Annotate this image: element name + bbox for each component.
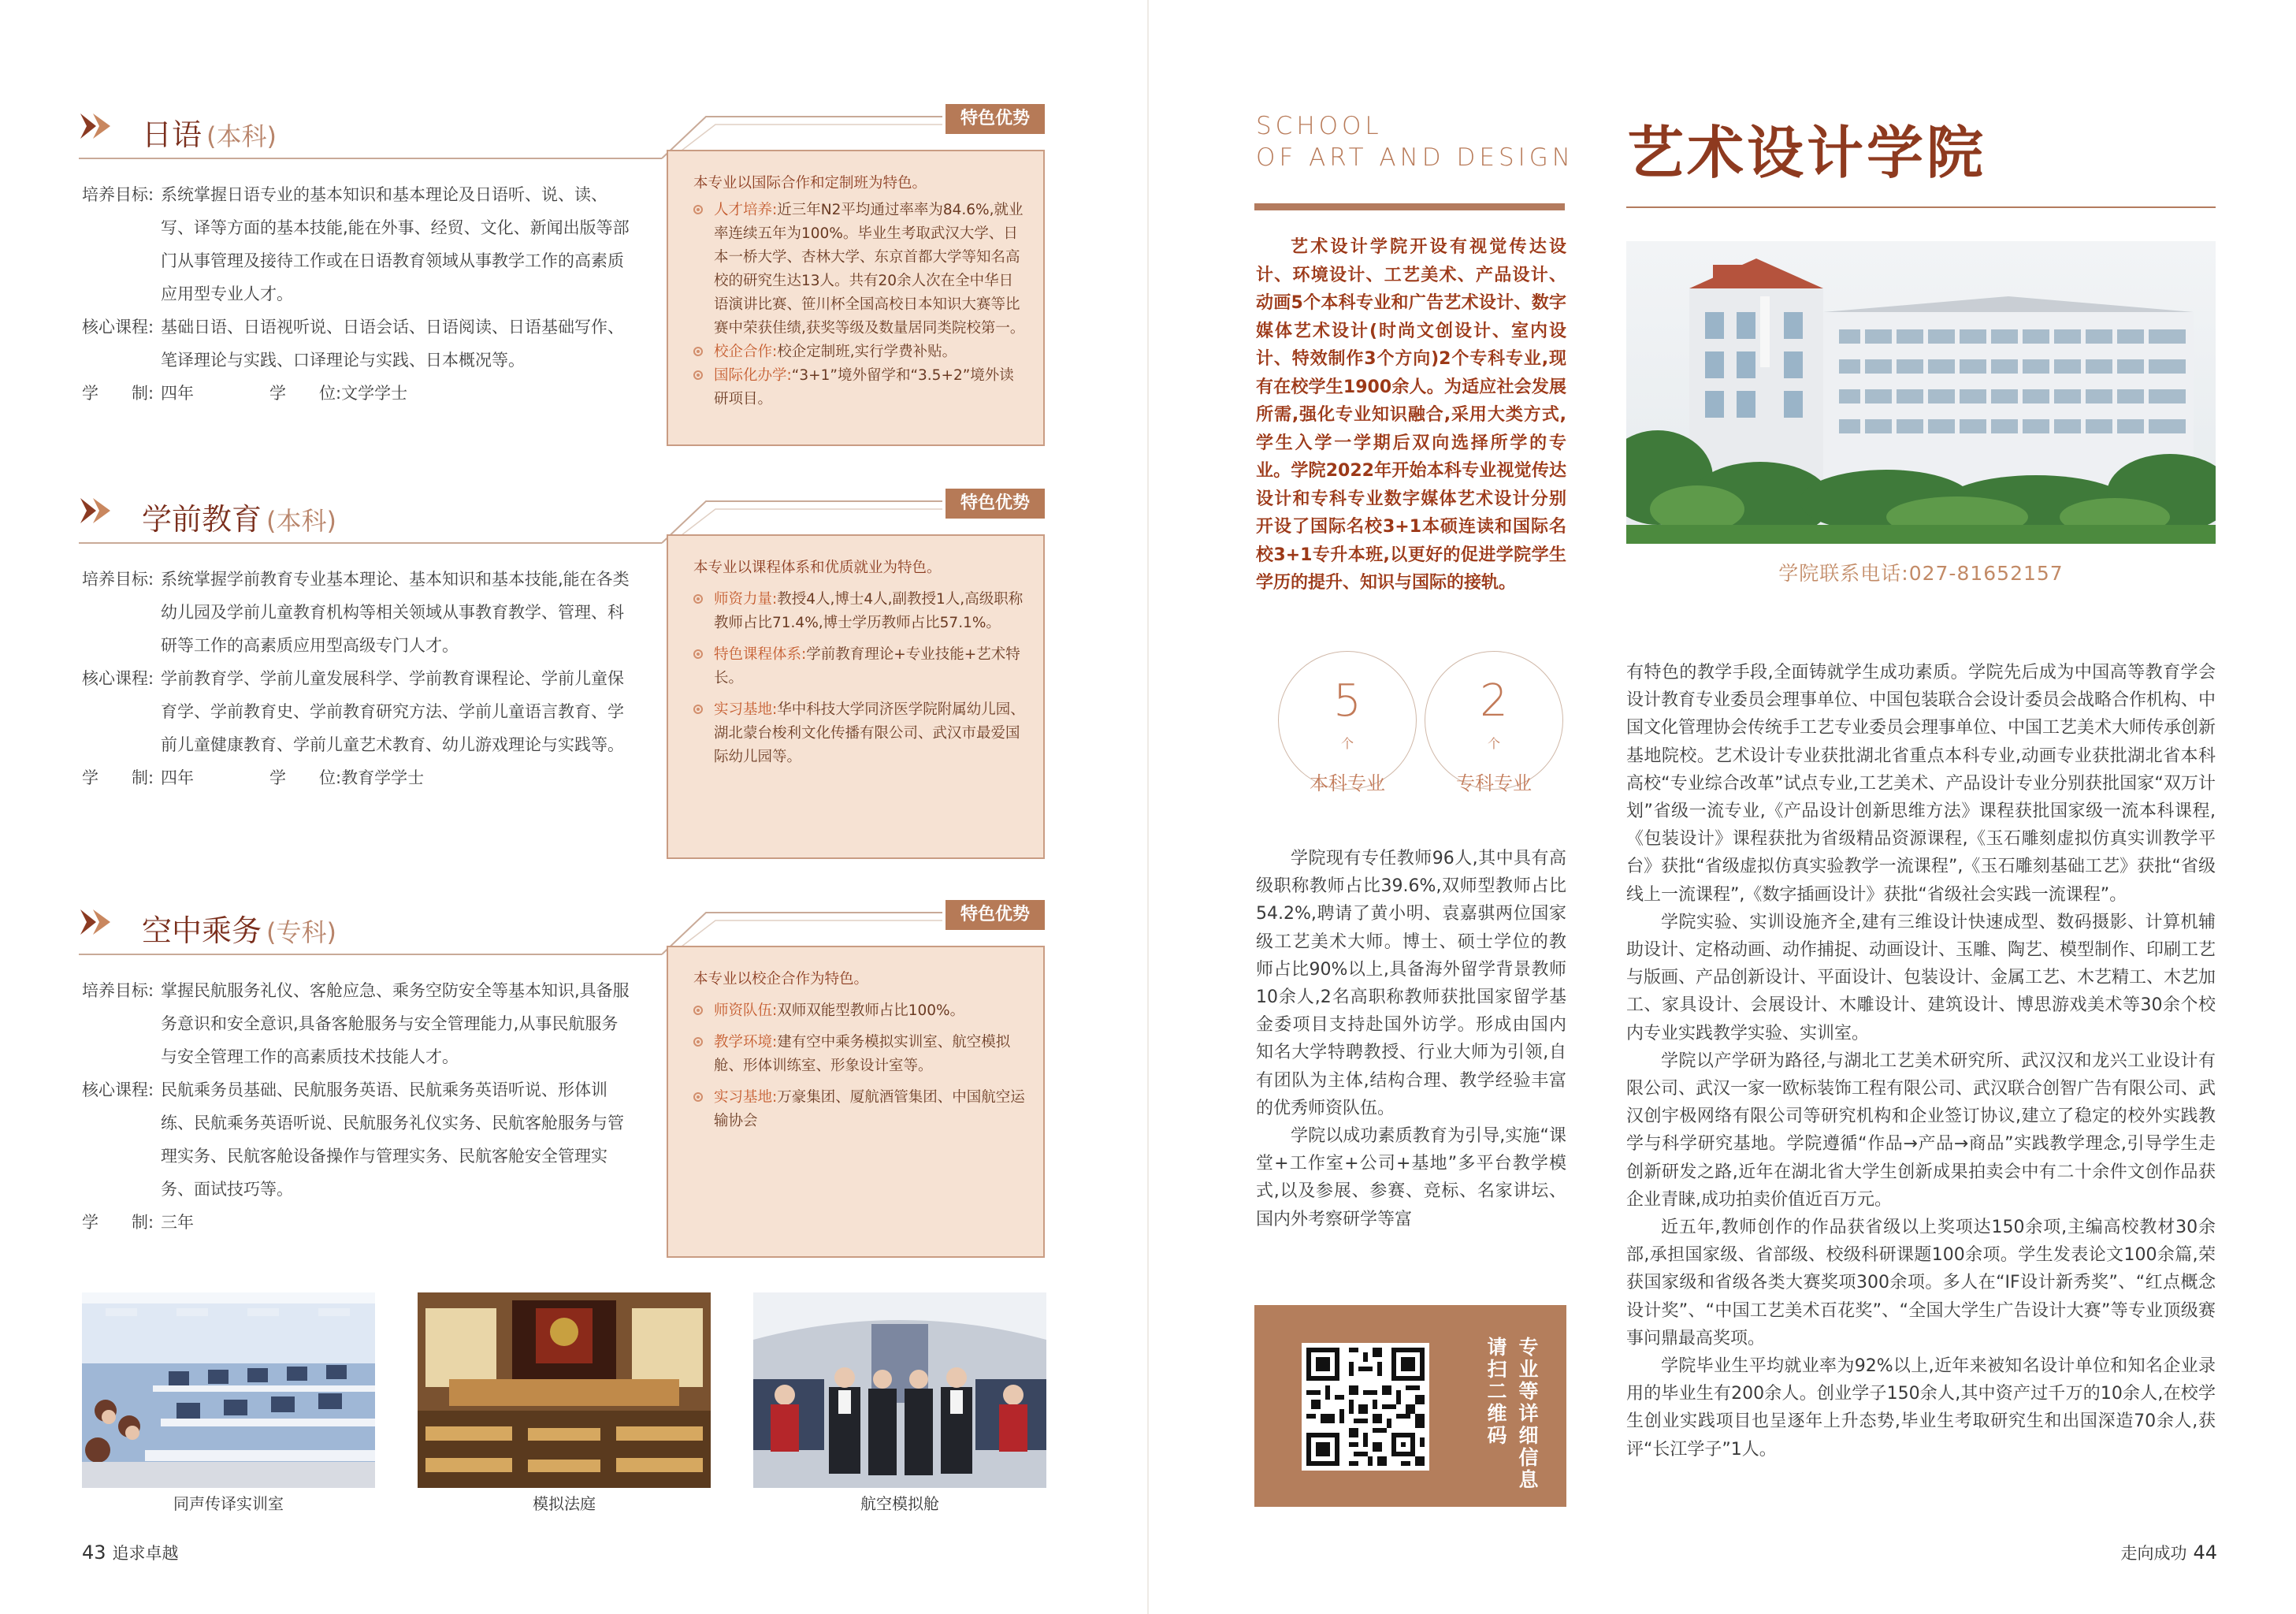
photo-cabin-simulator [753,1292,1046,1488]
feature-value: 近三年N2平均通过率率为84.6%,就业率连续五年为100%。毕业生考取武汉大学、日本一桥大学、杏林大学、东京首都大学等知名高校的研究生达13人。共有20余人次在全中华日语演讲比赛、笹川杯全国高校日本知识大赛等比赛中荣获佳绩,获奖等级及数量居同类院校第一。 [714,202,1025,337]
divider [79,542,662,544]
bullet-icon [693,594,703,604]
feature-item [693,643,1026,690]
body-paragraph: 学院实验、实训设施齐全,建有三维设计快速成型、数码摄影、计算机辅助设计、定格动画、动作捕捉、动画设计、玉雕、陶艺、模型制作、印刷工艺与版画、产品创新设计、平面设计、包装设计、金属工艺、木艺精工、木艺加工、家具设计、会展设计、木雕设计、建筑设计、博思游戏美术等30余个校内专业实践教学实验、实训室。 [1626,912,2216,1043]
feature-intro: 本专业以国际合作和定制班为特色。 [693,175,927,192]
major-level: (专科) [266,917,336,947]
field-label: 核心课程: [82,669,154,688]
page-slogan: 追求卓越 [112,1544,179,1563]
field-label: 培养目标: [82,570,154,589]
intro-paragraph: 艺术设计学院开设有视觉传达设计、环境设计、工艺美术、产品设计、动画5个本科专业和广告艺术设计、数字媒体艺术设计(时尚文创设计、室内设计、特效制作3个方向)2个专科专业,现有在校学生1900余人。为适应社会发展所需,强化专业知识融合,采用大类方式,学生入学一学期后双向选择所学的专业。学院2022年开始本科专业视觉传达设计和专科专业数字媒体艺术设计分别开设了国际名校3+1本硕连读和国际名校3+1专升本班,以更好的促进学院学生学历的提升、知识与国际的接轨。 [1256,237,1566,593]
page-number: 44 [2193,1541,2217,1564]
feature-item [693,364,1026,411]
feature-key: 师资队伍: [714,1002,778,1019]
feature-box [667,946,1045,1258]
double-arrow-icon [79,906,117,938]
body-paragraph: 学院毕业生平均就业率为92%以上,近年来被知名设计单位和知名企业录用的毕业生有200余人。创业学子150余人,其中资产过千万的10余人,在校学生创业实践项目也呈逐年上升态势,毕业生考取研究生和出国深造70余人,获评“长江学子”1人。 [1626,1356,2216,1460]
page-spine [1147,0,1149,1614]
field-label: 学 制: [82,768,154,787]
qr-panel [1254,1305,1566,1507]
major-details [82,974,633,1239]
qr-code [1302,1343,1429,1471]
divider [1254,203,1565,210]
stat-unit: 个 [1340,736,1354,751]
major-name: 学前教育 [142,502,262,537]
feature-key: 实习基地: [714,701,778,718]
field-label: 培养目标: [82,981,154,1000]
feature-value: 教授4人,博士4人,副教授1人,高级职称教师占比71.4%,博士学历教师占比57.1%。 [714,591,1024,631]
stat-number: 5 [1333,675,1362,727]
body-column-right [1626,659,2216,1463]
divider [1626,206,2216,208]
field-label: 学 制: [82,384,154,403]
bullet-icon [693,1092,703,1102]
feature-value: 建有空中乘务模拟实训室、航空模拟舱、形体训练室、形象设计室等。 [714,1034,1011,1074]
body-paragraph: 学院现有专任教师96人,其中具有高级职称教师占比39.6%,双师型教师占比54.2%,聘请了黄小明、袁嘉骐两位国家级工艺美术大师。博士、硕士学位的教师占比90%以上,具备海外留学背景教师10余人,2名高职称教师获批国家留学基金委项目支持赴国外访学。形成由国内知名大学特聘教授、行业大师为引领,自有团队为主体,结构合理、教学经验丰富的优秀师资队伍。 [1256,849,1566,1118]
major-name: 日语 [142,117,202,152]
training-goal: 掌握民航服务礼仪、客舱应急、乘务空防安全等基本知识,具备服务意识和安全意识,具备客舱服务与安全管理能力,从事民航服务与安全管理工作的高素质技术技能人才。 [161,981,630,1066]
double-arrow-icon [79,495,117,526]
photo-caption: 航空模拟舱 [860,1494,939,1513]
qr-text: 请扫二维码 [1484,1337,1507,1447]
feature-key: 国际化办学: [714,367,792,384]
feature-key: 校企合作: [714,344,778,360]
feature-item [693,340,1026,364]
core-courses: 学前教育学、学前儿童发展科学、学前教育课程论、学前儿童保育学、学前教育史、学前教育研究方法、学前儿童语言教育、学前儿童健康教育、学前儿童艺术教育、幼儿游戏理论与实践等。 [161,669,624,754]
feature-tag: 特色优势 [946,900,1045,930]
core-courses: 民航乘务员基础、民航服务英语、民航乘务英语听说、形体训练、民航乘务英语听说、民航服务礼仪实务、民航客舱服务与管理实务、民航客舱设备操作与管理实务、民航客舱安全管理实务、面试技巧等。 [161,1080,624,1199]
degree: 文学学士 [341,384,408,403]
feature-box [667,150,1045,446]
study-length: 四年 [161,768,194,787]
feature-value: 万豪集团、厦航酒管集团、中国航空运输协会 [714,1089,1025,1129]
page-footer-right [2120,1541,2217,1564]
field-label: 核心课程: [82,1080,154,1099]
field-label: 学 制: [82,1213,154,1232]
bullet-icon [693,370,703,380]
bullet-icon [693,649,703,659]
bullet-icon [693,1037,703,1047]
stat-unit: 个 [1487,736,1500,751]
page-number: 43 [82,1541,106,1564]
page-slogan: 走向成功 [2120,1544,2187,1563]
feature-value: 双师双能型教师占比100%。 [777,1002,965,1019]
feature-item [693,999,1026,1023]
body-paragraph: 学院以成功素质教育为引导,实施“课堂+工作室+公司+基地”多平台教学模式,以及参展、参赛、竞标、名家讲坛、国内外考察研学等富 [1256,1126,1566,1229]
major-level: (本科) [266,506,336,536]
stat-number: 2 [1480,675,1508,727]
feature-key: 师资力量: [714,591,778,608]
divider [79,158,662,159]
major-details [82,563,633,794]
body-column-left [1256,845,1566,1233]
field-label: 培养目标: [82,185,154,204]
building-photo [1626,241,2216,544]
bullet-icon [693,347,703,356]
feature-value: 学前教育理论+专业技能+艺术特长。 [714,646,1020,686]
training-goal: 系统掌握日语专业的基本知识和基本理论及日语听、说、读、写、译等方面的基本技能,能在外事、经贸、文化、新闻出版等部门从事管理及接待工作或在日语教育领域从事教学工作的高素质应用型专业人才。 [161,185,630,303]
contact-phone: 学院联系电话:027-81652157 [1778,562,2064,585]
feature-item [693,588,1026,635]
field-label: 核心课程: [82,318,154,337]
major-details [82,178,633,410]
feature-key: 实习基地: [714,1089,778,1106]
body-paragraph: 学院以产学研为路径,与湖北工艺美术研究所、武汉汉和龙兴工业设计有限公司、武汉一家一欧标装饰工程有限公司、武汉联合创智广告有限公司、武汉创宇极网络有限公司等研究机构和企业签订协议,建立了稳定的校外实践教学与科学研究基地。学院遵循“作品→产品→商品”实践教学理念,引导学生走创新研发之路,近年在湖北省大学生创新成果拍卖会中有二十余件文创作品获企业青睐,成功拍卖价值近百万元。 [1626,1051,2216,1210]
field-label: 学 位: [269,768,342,787]
feature-item [693,1086,1026,1133]
feature-value: 校企定制班,实行学费补贴。 [777,344,957,360]
feature-item [693,698,1026,769]
photo-interpretation-lab [82,1292,375,1488]
feature-key: 教学环境: [714,1034,778,1051]
qr-text: 专业等详细信息 [1516,1337,1539,1491]
feature-item [693,1031,1026,1078]
feature-intro: 本专业以校企合作为特色。 [693,971,869,987]
stat-label: 专科专业 [1456,772,1532,794]
body-paragraph: 近五年,教师创作的作品获省级以上奖项达150余项,主编高校教材30余部,承担国家级、省部级、校级科研课题100余项。学生发表论文100余篇,荣获国家级和省级各类大赛奖项300余项。多人在“IF设计新秀奖”、“红点概念设计奖”、“中国工艺美术百花奖”、“全国大学生广告设计大赛”等专业顶级赛事问鼎最高奖项。 [1626,1218,2216,1348]
body-paragraph: 有特色的教学手段,全面铸就学生成功素质。学院先后成为中国高等教育学会设计教育专业委员会理事单位、中国包装联合会设计委员会战略合作机构、中国文化管理协会传统手工艺专业委员会理事单位、中国工艺美术大师传承创新基地院校。艺术设计专业获批湖北省重点本科专业,动画专业获批湖北省本科高校“专业综合改革”试点专业,工艺美术、产品设计专业分别获批国家“双万计划”省级一流专业,《产品设计创新思维方法》课程获批国家级一流本科课程,《包装设计》课程获批为省级精品资源课程,《玉石雕刻虚拟仿真实训教学平台》获批“省级虚拟仿真实验教学一流课程”,《玉石雕刻基础工艺》获批“省级线上一流课程”,《数字插画设计》获批“省级社会实践一流课程”。 [1626,663,2216,905]
feature-tag: 特色优势 [946,489,1045,519]
bullet-icon [693,705,703,714]
feature-intro: 本专业以课程体系和优质就业为特色。 [693,560,942,576]
major-level: (本科) [206,121,277,151]
major-name: 空中乘务 [142,913,262,948]
core-courses: 基础日语、日语视听说、日语会话、日语阅读、日语基础写作、笔译理论与实践、口译理论与实践、日本概况等。 [161,318,624,370]
training-goal: 系统掌握学前教育专业基本理论、基本知识和基本技能,能在各类幼儿园及学前儿童教育机构等相关领域从事教育教学、管理、科研等工作的高素质应用型高级专门人才。 [161,570,630,655]
field-label: 学 位: [269,384,342,403]
feature-box [667,534,1045,859]
page-title: 艺术设计学院 [1627,119,1987,186]
photo-caption: 模拟法庭 [533,1494,596,1513]
page-footer-left [82,1541,179,1564]
photo-caption: 同声传译实训室 [173,1494,284,1513]
stat-label: 本科专业 [1310,772,1385,794]
feature-key: 人才培养: [714,202,778,218]
double-arrow-icon [79,110,117,142]
photo-moot-court [418,1292,711,1488]
feature-key: 特色课程体系: [714,646,807,663]
school-english-name: SCHOOL OF ART AND DESIGN [1256,112,1574,172]
bullet-icon [693,205,703,214]
degree: 教育学学士 [341,768,425,787]
feature-tag: 特色优势 [946,104,1045,134]
feature-value: 华中科技大学同济医学院附属幼儿园、湖北蒙台梭利文化传播有限公司、武汉市最爱国际幼儿园等。 [714,701,1025,765]
divider [79,954,662,955]
study-length: 三年 [161,1213,194,1232]
study-length: 四年 [161,384,194,403]
feature-item [693,199,1026,340]
feature-value: “3+1”境外留学和“3.5+2”境外读研项目。 [714,367,1014,407]
bullet-icon [693,1006,703,1015]
